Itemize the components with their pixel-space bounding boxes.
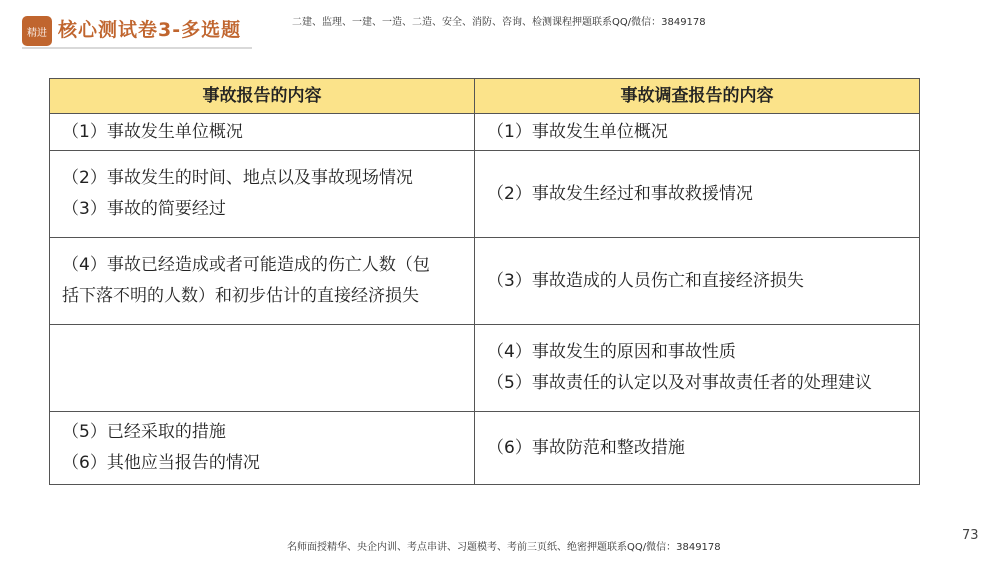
title-underline (22, 47, 252, 49)
bottom-contact-note: 名师面授精华、央企内训、考点串讲、习题模考、考前三页纸、绝密押题联系QQ/微信：3849178 (287, 542, 721, 553)
cell-text: （4）事故发生的原因和事故性质 (487, 342, 736, 362)
table-row (50, 114, 920, 151)
cell-text: （5）事故责任的认定以及对事故责任者的处理建议 (487, 373, 872, 393)
cell-text: （3）事故的简要经过 (62, 199, 226, 219)
cell-right (475, 238, 920, 325)
cell-right (475, 114, 920, 151)
header-accident-report: 事故报告的内容 (50, 79, 475, 114)
table-row (50, 238, 920, 325)
cell-text: （2）事故发生经过和事故救援情况 (487, 183, 753, 204)
cell-left (50, 114, 475, 151)
table-header-row (50, 79, 920, 114)
page-title: 核心测试卷3-多选题 (58, 19, 242, 41)
cell-left (50, 412, 475, 485)
header-investigation-report: 事故调查报告的内容 (475, 79, 920, 114)
cell-right (475, 151, 920, 238)
table-row (50, 325, 920, 412)
cell-right (475, 412, 920, 485)
cell-right (475, 325, 920, 412)
cell-text: （2）事故发生的时间、地点以及事故现场情况 (62, 168, 413, 188)
cell-text: （6）事故防范和整改措施 (487, 437, 685, 458)
cell-left (50, 238, 475, 325)
cell-text: （6）其他应当报告的情况 (62, 453, 260, 473)
cell-text: （5）已经采取的措施 (62, 422, 226, 442)
cell-left (50, 151, 475, 238)
table-row (50, 412, 920, 485)
cell-text: （1）事故发生单位概况 (487, 121, 668, 142)
cell-text: （4）事故已经造成或者可能造成的伤亡人数（包 (62, 255, 430, 275)
cell-left-empty (50, 325, 475, 412)
comparison-table (49, 78, 920, 485)
cell-text: （3）事故造成的人员伤亡和直接经济损失 (487, 270, 804, 291)
top-contact-note: 二建、监理、一建、一造、二造、安全、消防、咨询、检测课程押题联系QQ/微信：3849178 (292, 17, 706, 28)
cell-text: （1）事故发生单位概况 (62, 121, 243, 142)
logo-badge: 精进 (22, 16, 52, 46)
cell-text: 括下落不明的人数）和初步估计的直接经济损失 (62, 286, 419, 306)
table-row (50, 151, 920, 238)
page-number: 73 (962, 528, 979, 543)
